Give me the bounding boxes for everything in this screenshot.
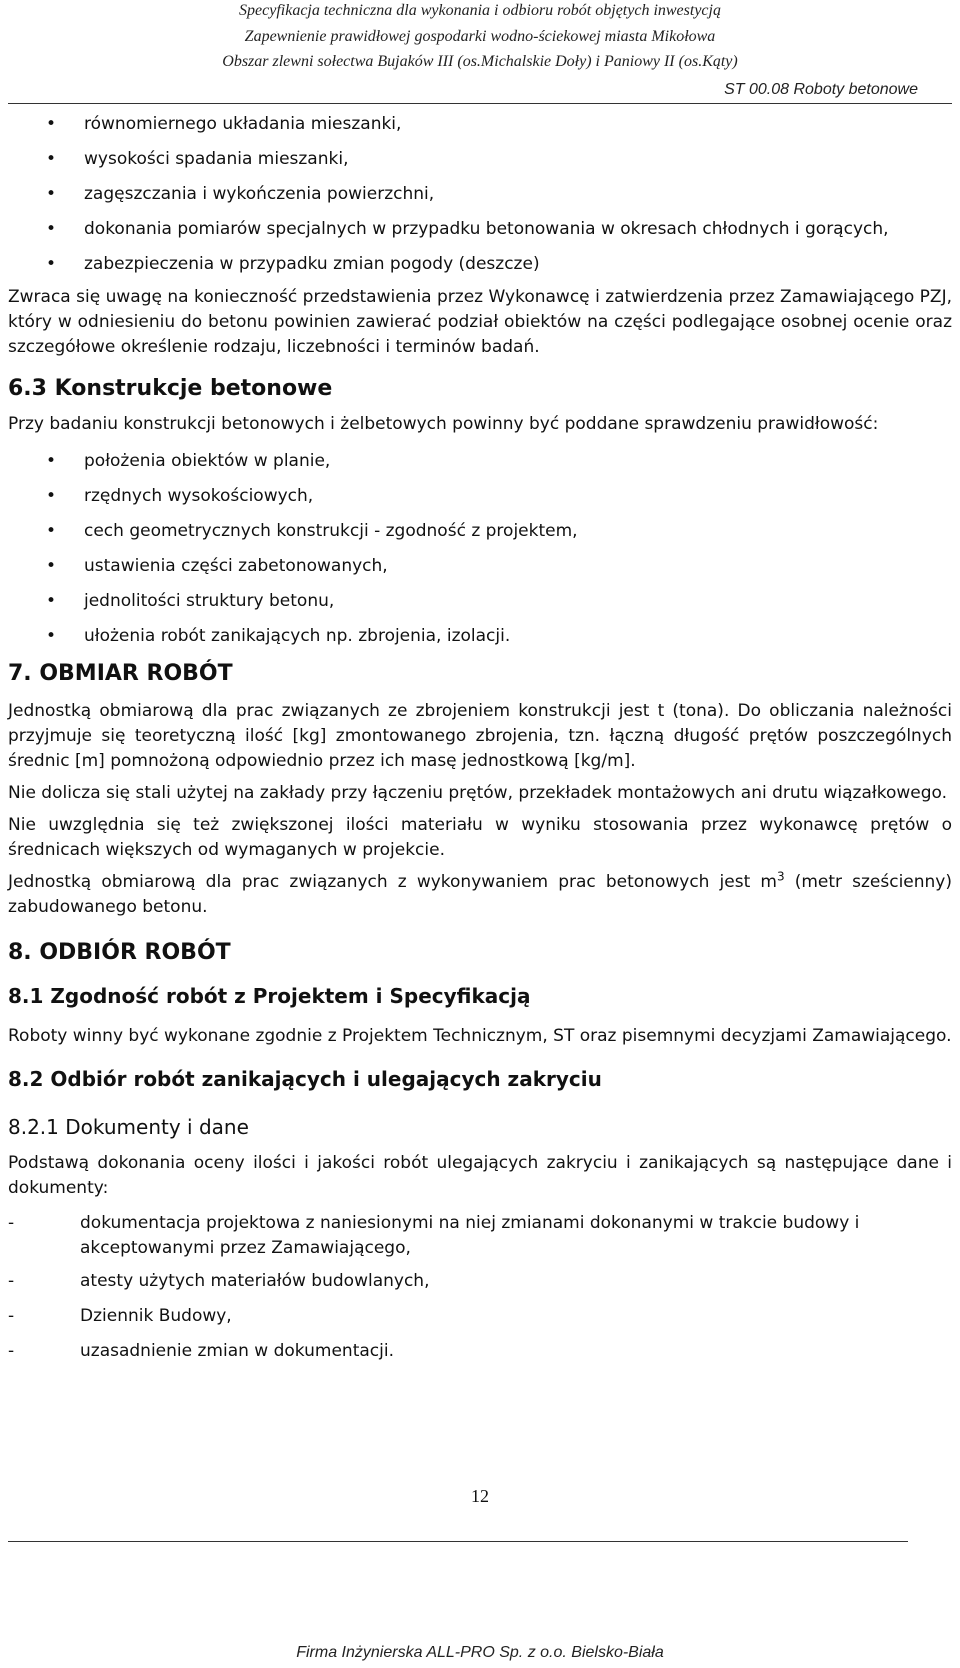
bullet-icon: • [46, 521, 57, 541]
heading-6-3: 6.3 Konstrukcje betonowe [8, 376, 333, 401]
dash-icon: - [8, 1341, 15, 1361]
list-item: • cech geometrycznych konstrukcji - zgodność z projektem, [8, 519, 952, 544]
page-footer: Firma Inżynierska ALL-PRO Sp. z o.o. Bielsko-Biała [296, 1644, 664, 1661]
list-item: • zabezpieczenia w przypadku zmian pogody (deszcze) [8, 252, 952, 277]
list-item: • jednolitości struktury betonu, [8, 589, 952, 614]
list-item: • rzędnych wysokościowych, [8, 484, 952, 509]
bullet-icon: • [46, 626, 57, 646]
superscript: 3 [776, 869, 785, 884]
list-item: • dokonania pomiarów specjalnych w przypadku betonowania w okresach chłodnych i gorących, [8, 217, 952, 242]
paragraph-7-2: Nie dolicza się stali użytej na zakłady przy łączeniu prętów, przekładek montażowych ani drutu wiązałkowego. [8, 783, 948, 803]
list-item: • wysokości spadania mieszanki, [8, 147, 952, 172]
bullet-icon: • [46, 451, 57, 471]
bullet-icon: • [46, 149, 57, 169]
list-item: • zagęszczania i wykończenia powierzchni, [8, 182, 952, 207]
paragraph-8-2-1: Podstawą dokonania oceny ilości i jakości robót ulegających zakryciu i zanikających są następujące dane i dokumenty: [8, 1153, 952, 1198]
heading-8-2: 8.2 Odbiór robót zanikających i ulegających zakryciu [8, 1067, 602, 1091]
bullet-list-concreting [8, 112, 952, 277]
list-item: - uzasadnienie zmian w dokumentacji. [8, 1339, 952, 1364]
list-item: • położenia obiektów w planie, [8, 449, 952, 474]
header-line-3: Obszar zlewni sołectwa Bujaków III (os.Michalskie Doły) i Paniowy II (os.Kąty) [222, 53, 738, 70]
list-item: - Dziennik Budowy, [8, 1304, 952, 1329]
dash-icon: - [8, 1271, 15, 1291]
heading-8-1: 8.1 Zgodność robót z Projektem i Specyfikacją [8, 984, 531, 1008]
dash-list-documents [8, 1211, 952, 1364]
bullet-icon: • [46, 254, 57, 274]
header-line-2: Zapewnienie prawidłowej gospodarki wodno-ściekowej miasta Mikołowa [244, 28, 716, 45]
bullet-icon: • [46, 184, 57, 204]
list-item: - atesty użytych materiałów budowlanych, [8, 1269, 952, 1294]
paragraph-7-3: Nie uwzględnia się też zwiększonej ilości materiału w wyniku stosowania przez wykonawcę prętów o średnicach większych od wymaganych w projekcie. [8, 815, 952, 860]
dash-icon: - [8, 1213, 15, 1233]
list-item: • ułożenia robót zanikających np. zbrojenia, izolacji. [8, 624, 952, 649]
list-item: - dokumentacja projektowa z naniesionymi na niej zmianami dokonanymi w trakcie budowy i akceptowanymi przez Zamawiającego, [8, 1213, 860, 1258]
bullet-list-checks [8, 449, 952, 649]
heading-8: 8. ODBIÓR ROBÓT [8, 940, 231, 965]
bullet-icon: • [46, 486, 57, 506]
bullet-icon: • [46, 591, 57, 611]
paragraph-7-1: Jednostką obmiarową dla prac związanych ze zbrojeniem konstrukcji jest t (tona). Do obliczania należności przyjmuje się teoretyczną ilość [kg] zmontowanego zbrojenia, tzn. łączną długość prętów poszczególnych średnic [m] pomnożoną odpowiednio przez ich masę jednostkową [kg/m]. [8, 701, 952, 771]
paragraph-6-3-intro: Przy badaniu konstrukcji betonowych i żelbetowych powinny być poddane sprawdzeniu prawidłowość: [8, 414, 879, 434]
paragraph-8-1: Roboty winny być wykonane zgodnie z Projektem Technicznym, ST oraz pisemnymi decyzjami Zamawiającego. [8, 1026, 952, 1046]
paragraph-pzj: Zwraca się uwagę na konieczność przedstawienia przez Wykonawcę i zatwierdzenia przez Zamawiającego PZJ, który w odniesieniu do betonu powinien zawierać podział obiektów na części podlegające osobnej ocenie oraz szczegółowe określenie rodzaju, liczebności i terminów badań. [8, 287, 952, 357]
footer-divider [8, 1541, 908, 1542]
list-item: • ustawienia części zabetonowanych, [8, 554, 952, 579]
page-content [8, 112, 952, 1364]
page-number: 12 [471, 1486, 489, 1506]
bullet-icon: • [46, 556, 57, 576]
bullet-icon: • [46, 114, 57, 134]
heading-8-2-1: 8.2.1 Dokumenty i dane [8, 1115, 249, 1139]
header-line-1: Specyfikacja techniczna dla wykonania i odbioru robót objętych inwestycją [239, 2, 721, 19]
paragraph-7-4: Jednostką obmiarową dla prac związanych z wykonywaniem prac betonowych jest $m^3$ (metr sześcienny) zabudowanego betonu. [8, 869, 952, 917]
dash-icon: - [8, 1306, 15, 1326]
list-item: • równomiernego układania mieszanki, [8, 112, 952, 137]
bullet-icon: • [46, 219, 57, 239]
header-divider [8, 103, 952, 104]
spec-code: ST 00.08 Roboty betonowe [724, 81, 918, 98]
heading-7: 7. OBMIAR ROBÓT [8, 661, 233, 686]
